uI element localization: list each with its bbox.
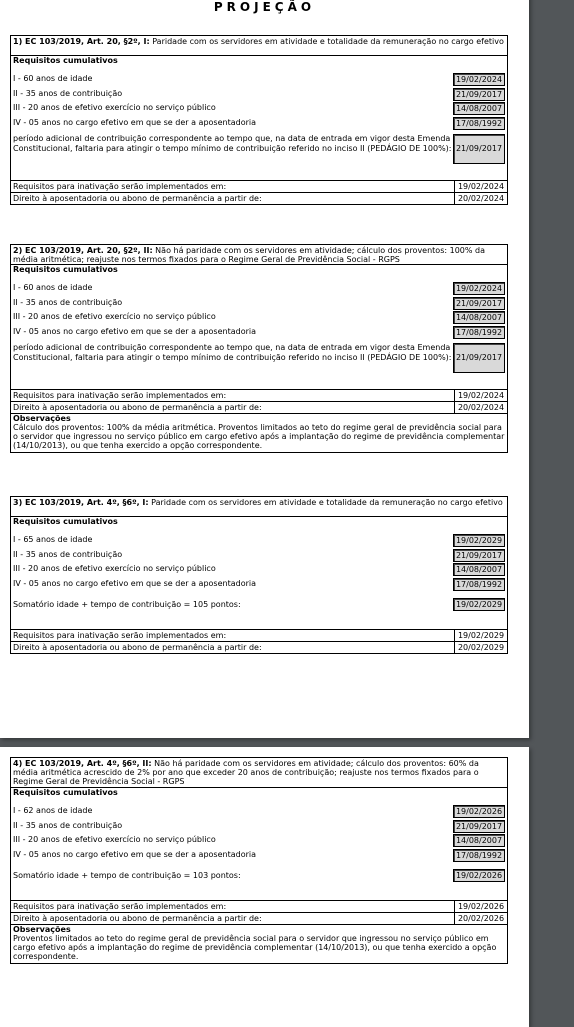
requirement-row [11,848,507,863]
divider [11,615,507,630]
requisitos-label: Requisitos cumulativos [13,788,118,797]
direito-label: Direito à aposentadoria ou abono de permanência a partir de: [13,643,262,652]
requirement-row [11,281,507,296]
requirement-date: 17/08/1992 [453,326,505,339]
requirement-row [11,296,507,311]
requirement-date: 17/08/1992 [453,117,505,130]
pontos-row [11,595,507,615]
requisitos-label: Requisitos cumulativos [13,265,118,274]
inativacao-date: 19/02/2024 [454,181,507,192]
requisitos-label: Requisitos cumulativos [13,56,118,65]
observacoes-title: Observações [13,925,71,934]
requirement-label: II - 35 anos de contribuição [13,297,123,307]
observacoes [11,924,507,963]
observacoes-title: Observações [13,414,71,423]
requirement-row [11,819,507,834]
direito-date: 20/02/2024 [454,402,507,413]
divider [11,170,507,181]
requirement-label: I - 62 anos de idade [13,806,93,815]
section-header-ref: 1) EC 103/2019, Art. 20, §2º, I: [13,37,150,46]
section-header [11,245,507,265]
requirement-date: 21/09/2017 [453,820,505,833]
requirement-label: II - 35 anos de contribuição [13,88,123,98]
requirement-row [11,833,507,848]
inativacao-label: Requisitos para inativação serão implementados em: [13,902,227,911]
direito-date: 20/02/2029 [454,642,507,653]
requirement-row [11,533,507,548]
requirement-date: 14/08/2007 [453,563,505,576]
document-page-2 [0,747,529,1027]
pedagio-row [11,339,507,379]
section-header-text: Não há paridade com os servidores em atividade; cálculo dos proventos: 100% da média aritmética; reajuste nos termos fixados para o Regime Geral de Previdência Social - RGPS [13,246,486,264]
inativacao-row [11,630,507,642]
pontos-date: 19/02/2026 [453,869,505,882]
requirement-label: IV - 05 anos no cargo efetivo em que se der a aposentadoria [13,326,257,336]
inativacao-label: Requisitos para inativação serão implementados em: [13,182,227,191]
requirement-date: 14/08/2007 [453,834,505,847]
direito-row [11,402,507,413]
section-2 [10,244,508,453]
requirement-row [11,562,507,577]
requirement-row [11,310,507,325]
requirement-row [11,577,507,592]
divider [11,379,507,390]
requirement-label: III - 20 anos de efetivo exercício no serviço público [13,312,216,321]
section-header-text: Não há paridade com os servidores em atividade; cálculo dos proventos: 60% da média aritmética acrescido de 2% por ano que exceder 20 anos de contribuição; reajuste nos termos fixados para o Regime Geral de Previdência Social - RGPS [13,759,479,786]
requirement-label: IV - 05 anos no cargo efetivo em que se der a aposentadoria [13,117,257,127]
direito-label: Direito à aposentadoria ou abono de permanência a partir de: [13,403,262,412]
requirement-label: I - 60 anos de idade [13,74,93,83]
requirement-date: 19/02/2024 [453,282,505,295]
requirement-date: 14/08/2007 [453,311,505,324]
requirement-date: 19/02/2024 [453,73,505,86]
requirement-date: 21/09/2017 [453,88,505,101]
requirement-label: III - 20 anos de efetivo exercício no serviço público [13,103,216,112]
section-header-text: Paridade com os servidores em atividade e totalidade da remuneração no cargo efetivo [149,37,504,46]
pontos-row [11,866,507,886]
direito-row [11,913,507,924]
requirement-label: II - 35 anos de contribuição [13,820,123,830]
pontos-date: 19/02/2029 [453,598,505,611]
direito-row [11,642,507,653]
section-header [11,497,507,517]
requirement-date: 19/02/2026 [453,805,505,818]
requirement-row [11,116,507,131]
inativacao-date: 19/02/2029 [454,630,507,641]
requirement-label: IV - 05 anos no cargo efetivo em que se der a aposentadoria [13,578,257,588]
requirement-label: II - 35 anos de contribuição [13,549,123,559]
pedagio-row [11,130,507,170]
requirement-label: III - 20 anos de efetivo exercício no serviço público [13,564,216,573]
observacoes-text: Cálculo dos proventos: 100% da média aritmética. Proventos limitados ao teto do regime geral de previdência social para o servidor que ingressou no serviço público em cargo efetivo após a implantação do regime de previdência complementar (14/10/2013), ou que tenha exercido a opção correspondente. [13,423,505,450]
inativacao-row [11,181,507,193]
section-1 [10,35,508,205]
section-header-ref: 2) EC 103/2019, Art. 20, §2º, II: [13,246,153,255]
inativacao-label: Requisitos para inativação serão implementados em: [13,391,227,400]
requirement-label: IV - 05 anos no cargo efetivo em que se der a aposentadoria [13,849,257,859]
requirement-label: III - 20 anos de efetivo exercício no serviço público [13,835,216,844]
observacoes-text: Proventos limitados ao teto do regime geral de previdência social para o servidor que ingressou no serviço público em cargo efetivo após a implantação do regime de previdência complementar (14/10/2013), ou que tenha exercido a opção correspondente. [13,934,497,961]
pedagio-text: período adicional de contribuição correspondente ao tempo que, na data de entrada em vigor desta Emenda Constitucional, faltaria para atingir o tempo mínimo de contribuição referido no inciso II (PEDÁGIO DE 100%): [13,343,452,362]
section-4 [10,757,508,964]
requirement-row [11,325,507,340]
inativacao-date: 19/02/2024 [454,390,507,401]
requirement-date: 21/09/2017 [453,297,505,310]
requirement-row [11,101,507,116]
page-title: PROJEÇÃO [213,0,316,14]
requirement-date: 17/08/1992 [453,849,505,862]
inativacao-row [11,390,507,402]
section-header-ref: 4) EC 103/2019, Art. 4º, §6º, II: [13,759,152,768]
section-header [11,758,507,788]
pontos-label: Somatório idade + tempo de contribuição = 103 pontos: [13,871,241,880]
requirement-date: 17/08/1992 [453,578,505,591]
pedagio-text: período adicional de contribuição correspondente ao tempo que, na data de entrada em vigor desta Emenda Constitucional, faltaria para atingir o tempo mínimo de contribuição referido no inciso II (PEDÁGIO DE 100%): [13,134,452,153]
requisitos-label: Requisitos cumulativos [13,517,118,526]
inativacao-row [11,901,507,913]
pontos-label: Somatório idade + tempo de contribuição = 105 pontos: [13,600,241,609]
requirement-row [11,804,507,819]
pedagio-date: 21/09/2017 [453,134,505,164]
observacoes [11,413,507,452]
direito-date: 20/02/2024 [454,193,507,204]
section-3 [10,496,508,654]
requirement-label: I - 65 anos de idade [13,535,93,544]
requirement-label: I - 60 anos de idade [13,283,93,292]
requirement-date: 19/02/2029 [453,534,505,547]
section-header-text: Paridade com os servidores em atividade e totalidade da remuneração no cargo efetivo [148,498,503,507]
inativacao-label: Requisitos para inativação serão implementados em: [13,631,227,640]
direito-row [11,193,507,204]
requirement-date: 21/09/2017 [453,549,505,562]
section-header-ref: 3) EC 103/2019, Art. 4º, §6º, I: [13,498,149,507]
pedagio-date: 21/09/2017 [453,343,505,373]
direito-date: 20/02/2026 [454,913,507,924]
requirement-row [11,87,507,102]
direito-label: Direito à aposentadoria ou abono de permanência a partir de: [13,914,262,923]
requirement-row [11,72,507,87]
section-header [11,36,507,56]
requirement-date: 14/08/2007 [453,102,505,115]
direito-label: Direito à aposentadoria ou abono de permanência a partir de: [13,194,262,203]
inativacao-date: 19/02/2026 [454,901,507,912]
requirement-row [11,548,507,563]
divider [11,886,507,901]
